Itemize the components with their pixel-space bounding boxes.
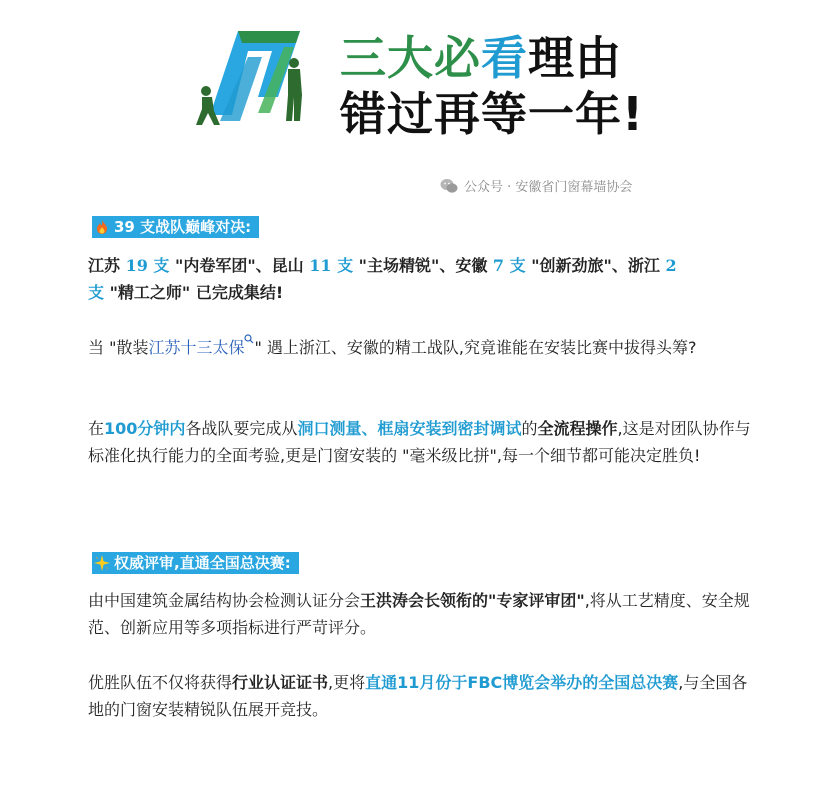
section-heading-2-text: 权威评审,直通全国总决赛: [114, 554, 291, 572]
section2-paragraph-1: 由中国建筑金属结构协会检测认证分会王洪涛会长领衔的"专家评审团",将从工艺精度、安全规范、创新应用等多项指标进行严苛评分。 [88, 591, 750, 637]
source-label[interactable] [440, 176, 632, 195]
count-jiangsu: 19 [125, 256, 148, 275]
count-anhui: 7 [492, 256, 505, 275]
logo-figures-icon [188, 25, 314, 133]
section2-paragraph-2: 优胜队伍不仅将获得行业认证证书,更将直通11月份于FBC博览会举办的全国总决赛,与全国各地的门窗安装精锐队伍展开竞技。 [88, 673, 748, 719]
section1-paragraph-2: 当 "散装江苏十三太保 " 遇上浙江、安徽的精工战队,究竟谁能在安装比赛中拔得头筹? [88, 334, 754, 361]
title-part-2: 必 [434, 31, 481, 85]
section1-paragraph-3: 在100分钟内各战队要完成从洞口测量、框扇安装到密封调试的全流程操作,这是对团队协作与标准化执行能力的全面考验,更是门窗安装的 "毫米级比拼",每一个细节都可能决定胜负! [88, 419, 751, 465]
page-title [340, 30, 644, 142]
fire-icon [94, 219, 110, 235]
section-heading-1-text: 39 支战队巅峰对决: [114, 218, 252, 236]
section-heading-1 [92, 216, 259, 238]
link-jiangsu-13[interactable]: 江苏十三太保 [148, 338, 245, 357]
section-heading-2 [92, 552, 299, 574]
title-part-1: 三大 [340, 31, 434, 85]
wechat-icon [440, 178, 458, 194]
section1-paragraph-1: 江苏 19 支 "内卷军团"、昆山 11 支 "主场精锐"、安徽 7 支 "创新劲旅"、浙江 2 支 "精工之师" 已完成集结! [88, 256, 677, 302]
count-kunshan: 11 [309, 256, 332, 275]
title-part-3: 看 [481, 31, 528, 85]
title-part-4: 理由 [528, 31, 622, 85]
sparkle-icon [94, 555, 110, 571]
title-line-2: 错过再等一年! [340, 87, 644, 141]
hero-header [0, 0, 818, 200]
search-icon[interactable] [244, 334, 254, 344]
count-zhejiang: 2 [665, 256, 677, 275]
source-text: 公众号 · 安徽省门窗幕墙协会 [464, 180, 633, 195]
